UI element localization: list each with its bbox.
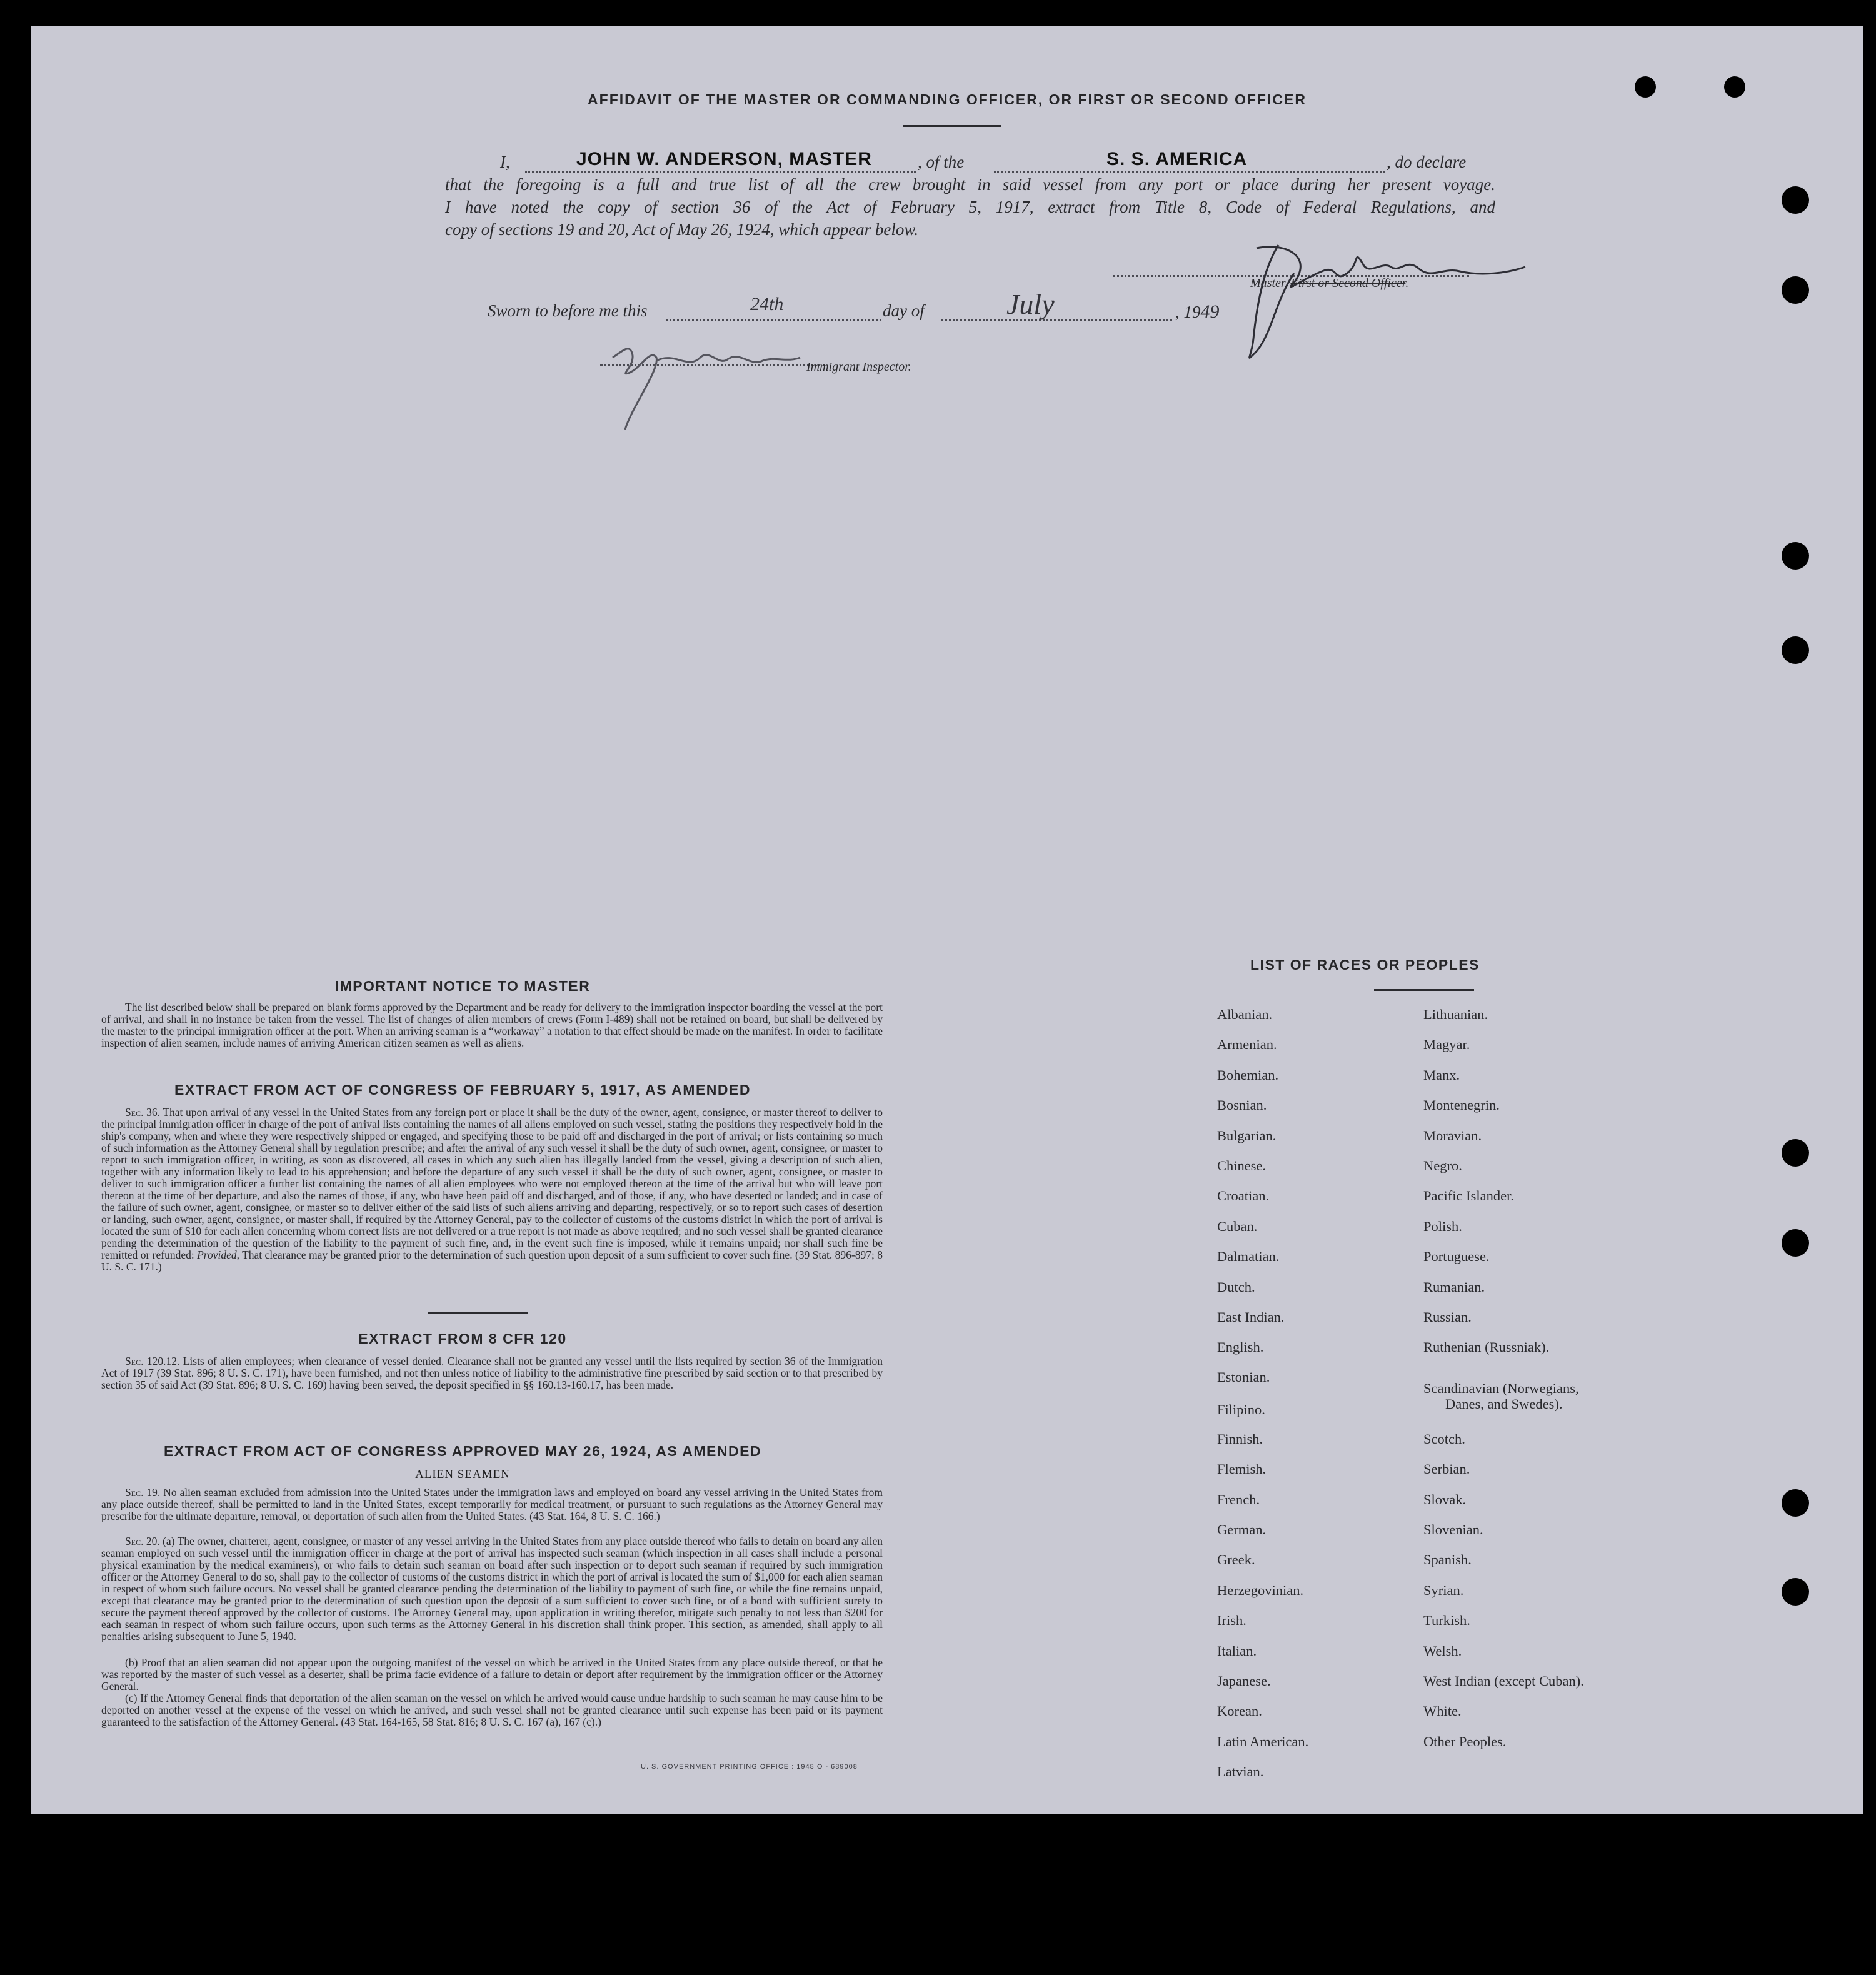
race-item: Moravian. [1423, 1128, 1482, 1143]
day-of-label: day of [883, 301, 925, 320]
race-item: German. [1217, 1522, 1267, 1537]
race-item: Japanese. [1217, 1673, 1271, 1689]
race-item: Dalmatian. [1217, 1249, 1280, 1264]
master-label-end: . [1405, 276, 1409, 290]
race-item: Bulgarian. [1217, 1128, 1277, 1143]
master-name: JOHN W. ANDERSON, MASTER [576, 149, 872, 169]
alien-seamen-subtitle: ALIEN SEAMEN [415, 1468, 510, 1481]
race-item: Bohemian. [1217, 1067, 1279, 1083]
sec-19-body [101, 1487, 883, 1522]
extract-1917-title: EXTRACT FROM ACT OF CONGRESS OF FEBRUARY 5, 1917, AS AMENDED [174, 1082, 751, 1098]
year-prefix: , 19 [1175, 303, 1201, 321]
race-item: Polish. [1423, 1219, 1462, 1234]
affidavit-line-3: I have noted the copy of section 36 of the Act of February 5, 1917, extract from Title 8, Code of Federal Regulations, and [445, 198, 1495, 216]
sec-20-body [101, 1535, 883, 1642]
sec-36-text-end: That clearance may be granted prior to the determination of such question upon deposit of a sum sufficient to cover such fine. (39 Stat. 896-897; 8 U. S. C. 171.) [101, 1249, 883, 1273]
gpo-imprint: U. S. GOVERNMENT PRINTING OFFICE : 1948 O - 689008 [641, 1763, 858, 1771]
affidavit-title: AFFIDAVIT OF THE MASTER OR COMMANDING OFFICER, OR FIRST OR SECOND OFFICER [588, 91, 1307, 108]
year-label [1175, 301, 1220, 323]
race-item: West Indian (except Cuban). [1423, 1673, 1584, 1689]
notice-body: The list described below shall be prepared on blank forms approved by the Department and be ready for delivery to the immigration inspector boarding the vessel at the port of arrival, and shall in no instance be taken from the vessel. The list of changes of alien members of crews (Form I-489) shall not be retained on board, but shall be delivered by the master to the principal immigration officer at the port. When an arriving seaman is a “workaway” a notation to that effect should be made on the manifest. In order to facilitate inspection of alien seamen, include names of arriving American citizen seamen as well as aliens. [101, 1001, 883, 1049]
sec-19-label: Sec. 19. [125, 1486, 161, 1499]
punch-hole [1782, 1489, 1809, 1517]
race-item: French. [1217, 1492, 1260, 1507]
races-title: LIST OF RACES OR PEOPLES [1250, 957, 1480, 973]
race-item: Bosnian. [1217, 1097, 1267, 1113]
race-item: Latvian. [1217, 1764, 1264, 1779]
race-item: Magyar. [1423, 1037, 1470, 1052]
dotted-line [525, 171, 916, 173]
race-item: Negro. [1423, 1158, 1462, 1173]
race-item: East Indian. [1217, 1309, 1285, 1325]
master-title-label [1250, 276, 1408, 291]
notice-title: IMPORTANT NOTICE TO MASTER [334, 978, 591, 994]
master-signature [1219, 214, 1544, 376]
race-item: Russian. [1423, 1309, 1472, 1325]
punch-hole [1782, 276, 1809, 304]
race-item: Scotch. [1423, 1431, 1465, 1447]
race-item: Cuban. [1217, 1219, 1258, 1234]
form-sheet [31, 26, 1863, 1814]
sec-36-text: That upon arrival of any vessel in the United States from any foreign port or place it shall be the duty of the owner, agent, consignee, or master thereof to deliver to the principal immigration officer in charge of the port of arrival lists containing the names of all aliens employed on such vessel, stating the positions they respectively hold in the ship's company, when and where they were respectively shipped or engaged, and specifying those to be paid off and discharged in the port of arrival; or lists containing so much of such information as the Attorney General shall by regulation prescribe; and after the arrival of any such vessel it shall be the duty of such owner, agent, consignee, or master to report to such immigration officer, in writing, as soon as discovered, all cases in which any such alien has illegally landed from the vessel, giving a description of such alien, together with any information likely to lead to his apprehension; and before the departure of any such vessel it shall be the duty of such owner, agent, consignee, or master to deliver to such immigration officer a further list containing the names of all alien employees who were not employed thereon at the time of the arrival but who will leave port thereon at the time of her departure, and also the names of those, if any, who have been paid off and discharged, and of those, if any, who have deserted or landed; and in case of the failure of such owner, agent, consignee, or master so to deliver either of the said lists of such aliens arriving and departing, respectively, or so to report such cases of desertion or landing, such owner, agent, consignee, or master shall, if required by the Attorney General, pay to the collector of customs of the customs district in which the port of arrival is located the sum of $10 for each alien concerning whom correct lists are not delivered or a true report is not made as above required; and no such vessel shall be granted clearance pending the determination of the question of the liability to the payment of such fine, and, in the event such fine is imposed, while it remains unpaid; nor shall such fine be remitted or refunded: [101, 1106, 883, 1261]
vessel-name: S. S. AMERICA [1106, 149, 1248, 169]
race-item: Filipino. [1217, 1402, 1265, 1417]
extract-cfr-title: EXTRACT FROM 8 CFR 120 [358, 1330, 567, 1347]
extract-cfr-body [101, 1355, 883, 1391]
sec-36-label: Sec. 36. [125, 1106, 160, 1118]
year-suffix: 49 [1200, 301, 1220, 322]
dotted-line [941, 319, 1172, 321]
race-item: Dutch. [1217, 1279, 1255, 1295]
struck-officer-label: First or Second Officer [1290, 276, 1406, 290]
provided-word: Provided, [197, 1249, 239, 1261]
punch-hole [1782, 636, 1809, 664]
affidavit-line-4: copy of sections 19 and 20, Act of May 26, 1924, which appear below. [445, 220, 919, 239]
race-item: Chinese. [1217, 1158, 1267, 1173]
extract-1924-title: EXTRACT FROM ACT OF CONGRESS APPROVED MAY 26, 1924, AS AMENDED [163, 1443, 762, 1459]
divider [428, 1312, 528, 1314]
race-item: Flemish. [1217, 1461, 1267, 1477]
sec-20-label: Sec. 20. [125, 1535, 160, 1547]
punch-hole [1782, 1229, 1809, 1257]
sec-120-text: Lists of alien employees; when clearance of vessel denied. Clearance shall not be granted any vessel until the lists required by section 36 of the Immigration Act of 1917 (39 Stat. 896; 8 U. S. C. 171), have been furnished, and not then unless notice of liability to the administrative fine prescribed by said section or to that prescribed by section 35 of said Act (39 Stat. 896; 8 U. S. C. 169) having been served, the deposit specified in §§ 160.13-160.17, has been made. [101, 1355, 883, 1391]
race-item: Croatian. [1217, 1188, 1270, 1204]
para-c: (c) If the Attorney General finds that deportation of the alien seaman on the vessel on which he arrived would cause undue hardship to such seaman he may cause him to be deported on another vessel at the expense of the vessel on which he arrived, and such vessel shall not be granted clearance until such expense has been paid or its payment guaranteed to the satisfaction of the Attorney General. (43 Stat. 164-165, 58 Stat. 816; 8 U. S. C. 167 (a), 167 (c).) [101, 1692, 883, 1728]
race-item: Pacific Islander. [1423, 1188, 1514, 1204]
sworn-label: Sworn to before me this [488, 301, 648, 320]
sworn-month: July [1006, 288, 1055, 320]
dotted-line [994, 171, 1385, 173]
race-item: Welsh. [1423, 1643, 1462, 1659]
punch-hole [1782, 542, 1809, 570]
sworn-day: 24th [750, 294, 784, 314]
race-item: Spanish. [1423, 1552, 1472, 1567]
race-item: Finnish. [1217, 1431, 1263, 1447]
sec-120-label: Sec. 120.12. [125, 1355, 180, 1367]
punch-hole [1782, 1139, 1809, 1167]
punch-hole [1782, 1578, 1809, 1606]
divider [1374, 989, 1474, 991]
race-item: Armenian. [1217, 1037, 1277, 1052]
affidavit-of-the: , of the [918, 153, 965, 171]
affidavit-line-2: that the foregoing is a full and true list of all the crew brought in said vessel from any port or place during her present voyage. [445, 175, 1495, 194]
sec-20-text: (a) The owner, charterer, agent, consignee, or master of any vessel arriving in the United States from any place outside thereof who fails to detain on board any alien seaman employed on such vessel until the immigration officer in charge at the port of arrival has inspected such seaman (which inspection in all cases shall include a personal physical examination by the medical examiners), or who fails to detain such seaman on board after such inspection or to deport such seaman if required by such immigration officer or the Attorney General to do so, shall pay to the collector of customs of the customs district in which the port of arrival is located the sum of $1,000 for each alien seaman in respect of whom such failure occurs. No vessel shall be granted clearance pending the determination of the liability to payment of such fine, or while the fine remains unpaid, except that clearance may be granted prior to the determination of such question upon the deposit of a sum sufficient to cover such fine, or of a bond with sufficient surety to secure the payment thereof approved by the collector of customs. The Attorney General may, upon application in writing therefor, mitigate such penalty to not less than $200 for each seaman in respect of whom such failure occurs, upon such terms as the Attorney General in his discretion shall think proper. This section, as amended, shall apply to all penalties arising subsequent to June 5, 1940. [101, 1535, 883, 1642]
inspector-label: Immigrant Inspector. [806, 360, 911, 374]
divider [903, 125, 1001, 127]
race-item: Greek. [1217, 1552, 1255, 1567]
race-item: Korean. [1217, 1703, 1262, 1719]
sec-19-text: No alien seaman excluded from admission into the United States under the immigration laws and employed on board any vessel arriving in the United States from any place outside thereof, shall be permitted to land in the United States, except temporarily for medical treatment, or pursuant to such regulations as the Attorney General may prescribe for the ultimate departure, removal, or deportation of such alien from the United States. (43 Stat. 164, 8 U. S. C. 166.) [101, 1486, 883, 1522]
race-item: Syrian. [1423, 1582, 1464, 1598]
race-item: Serbian. [1423, 1461, 1470, 1477]
master-label: Master, [1250, 276, 1288, 290]
race-item: Manx. [1423, 1067, 1460, 1083]
race-item: Italian. [1217, 1643, 1257, 1659]
race-item: Estonian. [1217, 1369, 1270, 1385]
race-item: Slovak. [1423, 1492, 1467, 1507]
race-item: Lithuanian. [1423, 1007, 1488, 1022]
extract-1917-body [101, 1107, 883, 1273]
affidavit-do-declare: , do declare [1387, 153, 1467, 171]
inspector-signature [594, 314, 806, 439]
para-b: (b) Proof that an alien seaman did not appear upon the outgoing manifest of the vessel on which he arrived in the United States from any place outside thereof, or that he was reported by the master of such vessel as a deserter, shall be prima facie evidence of a failure to detain or deport after requirement by the immigration officer or the Attorney General. [101, 1656, 883, 1692]
race-item: Rumanian. [1423, 1279, 1485, 1295]
race-item: Latin American. [1217, 1734, 1309, 1749]
race-item: Other Peoples. [1423, 1734, 1507, 1749]
race-item: Herzegovinian. [1217, 1582, 1304, 1598]
affidavit-i-label: I, [500, 153, 510, 171]
race-item: Portuguese. [1423, 1249, 1490, 1264]
race-item: Scandinavian (Norwegians, [1423, 1380, 1579, 1396]
race-item: Turkish. [1423, 1612, 1470, 1628]
race-item: Ruthenian (Russniak). [1423, 1339, 1550, 1355]
race-item: Danes, and Swedes). [1445, 1396, 1563, 1412]
punch-hole [1782, 186, 1809, 214]
race-item: Montenegrin. [1423, 1097, 1500, 1113]
race-item: English. [1217, 1339, 1264, 1355]
race-item: Albanian. [1217, 1007, 1273, 1022]
race-item: Slovenian. [1423, 1522, 1483, 1537]
race-item: Irish. [1217, 1612, 1246, 1628]
race-item: White. [1423, 1703, 1462, 1719]
